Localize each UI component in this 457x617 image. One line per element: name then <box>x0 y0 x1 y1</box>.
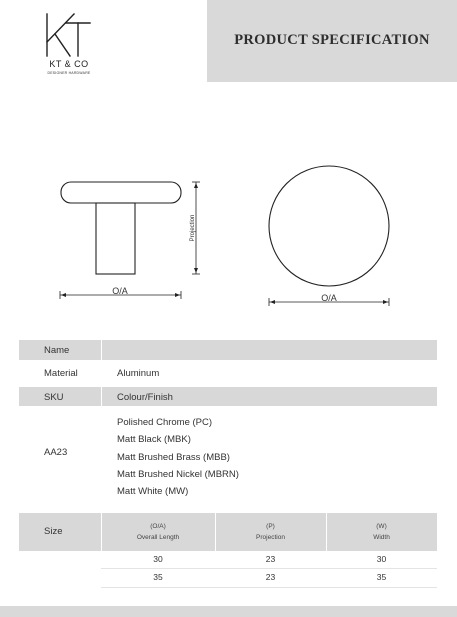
side-width-label: O/A <box>112 286 128 296</box>
knob-head-outline <box>61 182 181 203</box>
finish-header: Colour/Finish <box>117 392 173 403</box>
width-code: (W) <box>376 523 387 530</box>
finish-item: Matt White (MW) <box>117 486 189 497</box>
finish-item: Matt Black (MBK) <box>117 434 191 445</box>
knob-stem-outline <box>96 203 135 274</box>
overall-length-code: (O/A) <box>150 523 166 530</box>
header <box>0 0 457 82</box>
sku-value: AA23 <box>44 447 68 458</box>
column-divider <box>101 387 102 406</box>
footer-bar <box>0 606 457 617</box>
name-label: Name <box>44 345 70 356</box>
size-label: Size <box>44 526 63 537</box>
projection-value: 23 <box>265 554 276 564</box>
side-view <box>61 182 181 274</box>
finish-item: Polished Chrome (PC) <box>117 417 213 428</box>
width-value: 30 <box>376 554 387 564</box>
material-value: Aluminum <box>117 368 160 379</box>
projection-label: Projection <box>190 214 196 242</box>
knob-top-view-outline <box>269 166 389 286</box>
overall-length-value: 35 <box>153 572 163 582</box>
size-header-row <box>19 513 437 551</box>
brand-tagline: DESIGNER HARDWARE <box>47 71 91 75</box>
brand-name: KT & CO <box>49 59 89 69</box>
size-row <box>19 569 437 587</box>
name-row <box>19 340 437 360</box>
finish-item: Matt Brushed Brass (MBB) <box>117 452 230 463</box>
size-row <box>19 551 437 569</box>
width-header <box>326 521 437 543</box>
technical-drawing <box>0 82 457 337</box>
logo <box>0 0 207 82</box>
overall-length-value: 30 <box>153 554 163 564</box>
overall-length-label: Overall Length <box>136 534 180 541</box>
top-width-label: O/A <box>321 293 337 303</box>
width-value: 35 <box>376 572 387 582</box>
projection-header <box>215 521 326 543</box>
kt-logo-icon <box>44 12 92 58</box>
sku-label: SKU <box>44 392 64 403</box>
projection-code: (P) <box>266 523 275 530</box>
column-divider <box>101 340 102 360</box>
overall-length-header <box>101 521 215 543</box>
finishes-block <box>19 406 437 510</box>
finish-item: Matt Brushed Nickel (MBRN) <box>117 469 239 480</box>
drawing-canvas <box>0 82 457 337</box>
material-row <box>19 360 437 387</box>
width-label: Width <box>373 534 390 541</box>
page-title: PRODUCT SPECIFICATION <box>234 32 430 48</box>
projection-value: 23 <box>265 572 276 582</box>
sku-header-row <box>19 387 437 406</box>
title-banner <box>207 0 457 82</box>
projection-col-label: Projection <box>256 534 285 541</box>
material-label: Material <box>44 368 78 379</box>
row-divider <box>101 587 437 588</box>
